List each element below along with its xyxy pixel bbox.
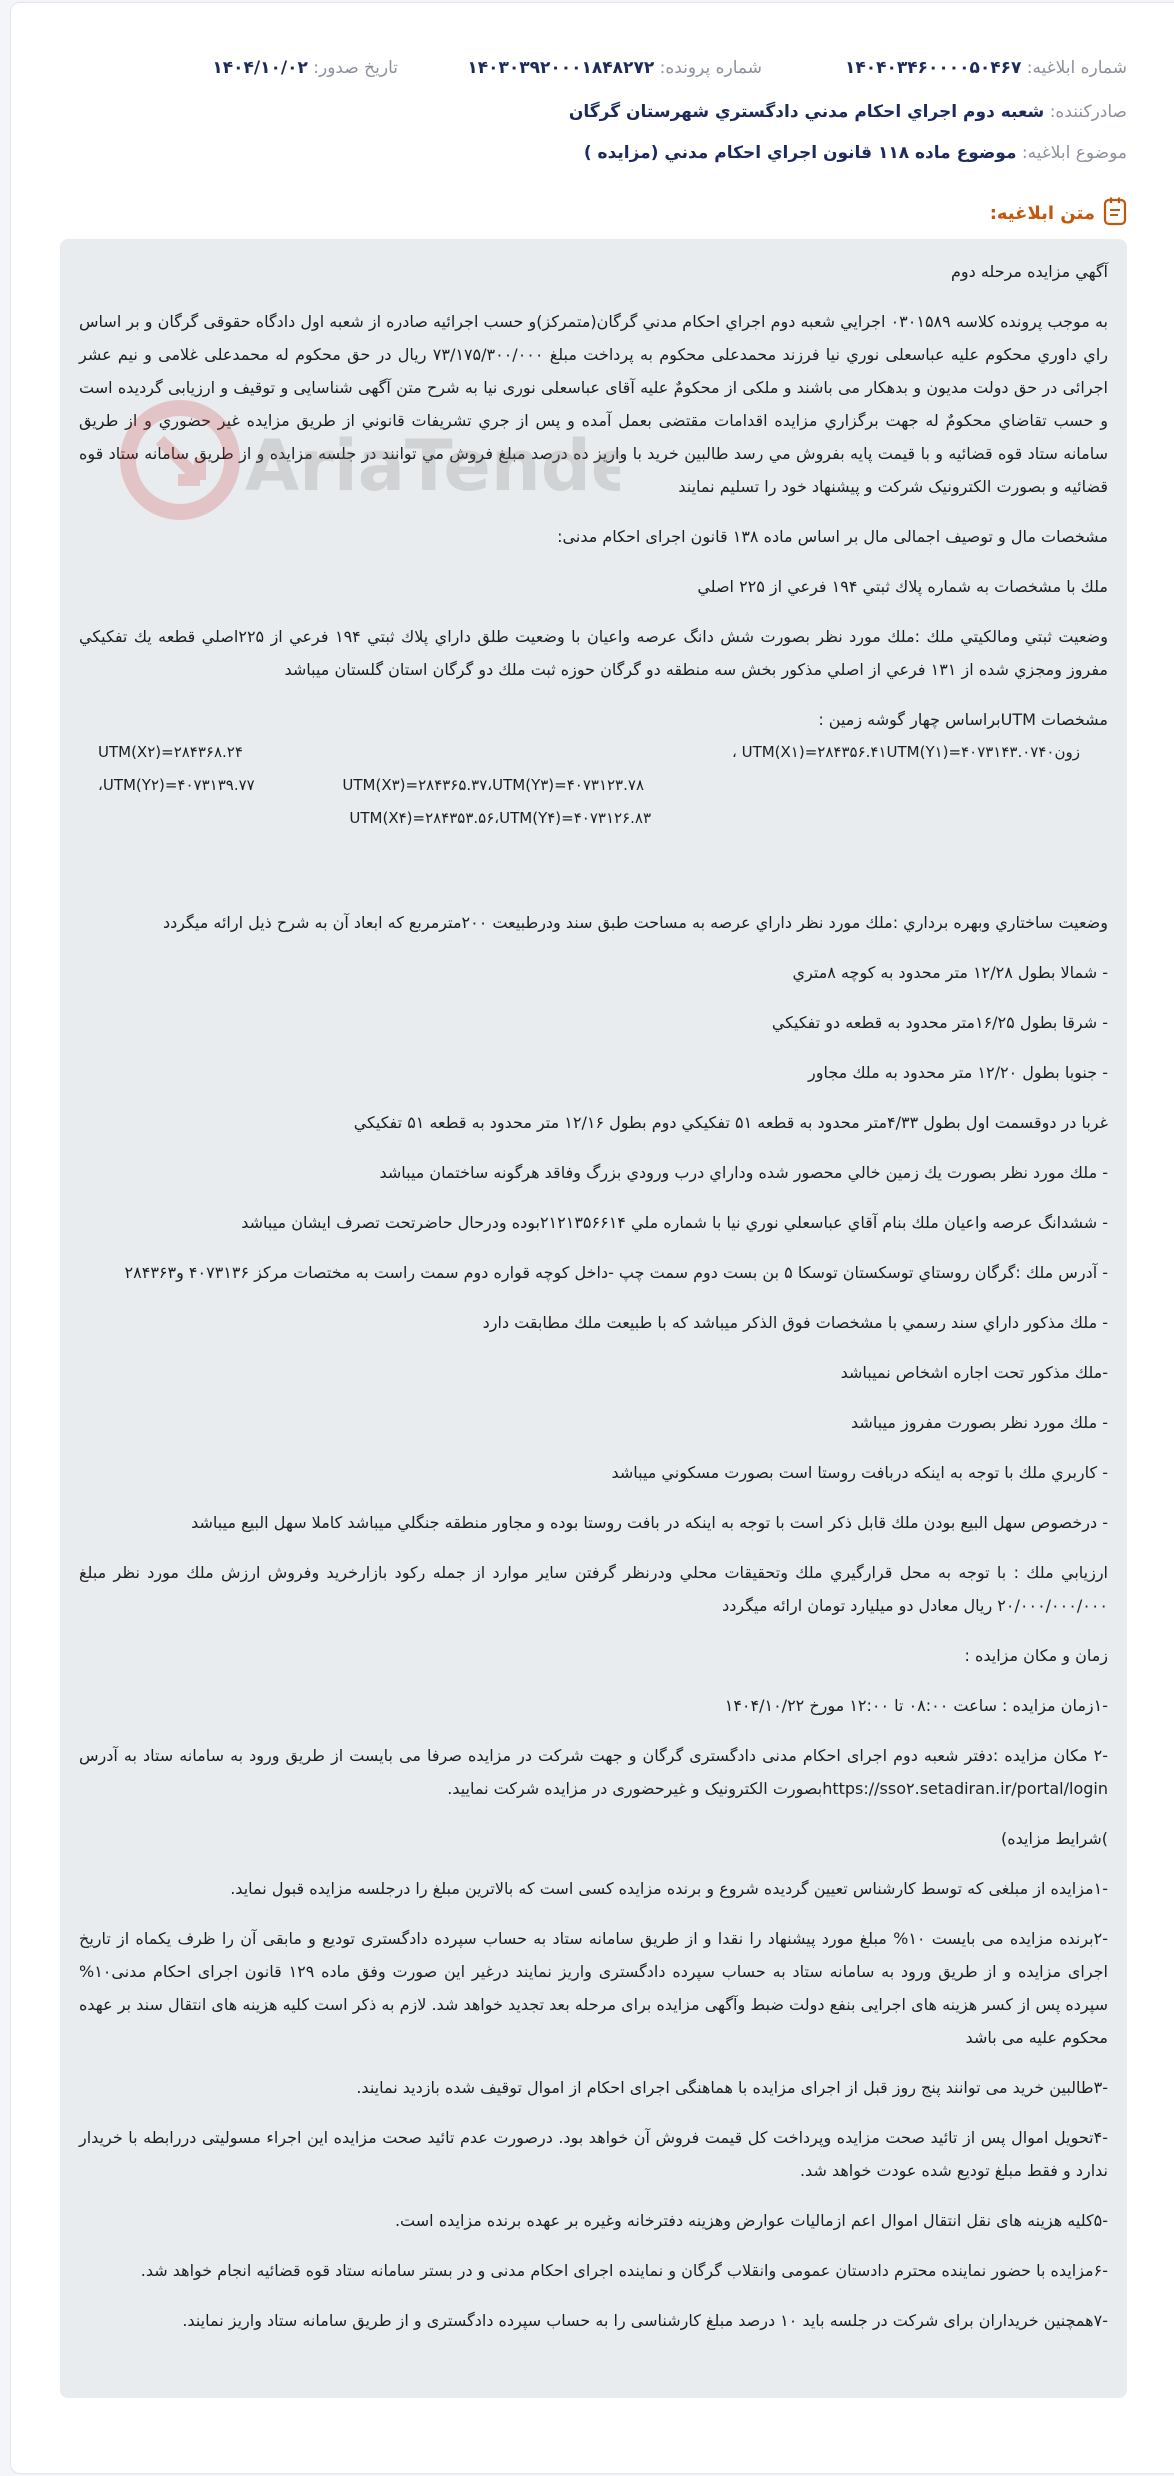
utm-line-1-right: ، UTM(X۱)=۲۸۴۳۵۶.۴۱UTM(Y۱)=۴۰۷۳۱۴۳.۰۷زون۴۰ [731,743,1080,761]
condition-3: -۳طالبين خريد می توانند پنج روز قبل از اجرای مزايده با هماهنگی اجرای احكام از اموال توقيف شده بازديد نمايند. [356,2078,1108,2097]
auction-time: -۱زمان مزايده : ساعت ۰۸:۰۰ تا ۱۲:۰۰ مورخ ۱۴۰۴/۱۰/۲۲ [724,1696,1108,1715]
boundary-north: - شمالا بطول ۱۲/۲۸ متر محدود به كوچه ۸متري [792,963,1108,982]
condition-6: -۶مزايده با حضور نماينده محترم دادستان عمومی وانقلاب گرگان و نماينده اجرای احكام مدنی و در بستر سامانه ستاد قوه قضائيه انجام خواهد شد. [140,2261,1108,2280]
subject-value: موضوع ماده ۱۱۸ قانون اجراي احكام مدني (مزايده ) [583,143,1017,163]
case-number [467,53,762,83]
notice-number [845,53,1127,83]
ownership-note: - ششدانگ عرصه واعيان ملك بنام آقاي عباسعلي نوري نيا با شماره ملي ۲۱۲۱۳۵۶۶۱۴بوده ودرحال حاضرتحت تصرف ايشان ميباشد [241,1213,1108,1232]
section-title-text: متن ابلاغیه: [989,203,1095,224]
issue-date-value: ۱۴۰۴/۱۰/۰۲ [212,58,308,78]
utm-line-3: UTM(X۴)=۲۸۴۳۵۳.۵۶،UTM(Y۴)=۴۰۷۳۱۲۶.۸۳ [349,809,651,827]
auction-place: -۲ مكان مزايده :دفتر شعبه دوم اجرای احكام مدنی دادگستری گرگان و جهت شركت در مزايده صرفا می بايست از طريق ورود به سامانه ستاد به آدرس https://sso۲.setadiran.ir/portal/loginبصورت الكترونيک و غيرحضوری در مزايده شركت نماييد. [79,1746,1108,1798]
usage-note: - كاربري ملك با توجه به اينكه دربافت روستا است بصورت مسكوني ميباشد [611,1463,1108,1482]
valuation: ارزيابي ملك : با توجه به محل قرارگيري ملك وتحقيقات محلي ودرنظر گرفتن ساير موارد از جمله ركود بازارخريد وفروش ارزش ملك مورد نظر مبلغ ۲۰/۰۰۰/۰۰۰/۰۰۰ ريال معادل دو ميليارد تومان ارائه ميگردد [79,1563,1108,1615]
notice-body [60,239,1127,2398]
notice-number-label: شماره ابلاغیه: [1026,58,1127,78]
condition-2: -۲برنده مزايده می بايست ۱۰% مبلغ مورد پيشنهاد را نقدا و از طريق سامانه ستاد به حساب سپرده دادگستری توديع و مابقی آن را ظرف يكماه از تاريخ اجرای مزايده و از طريق ورود به سامانه ستاد به حساب سپرده دادگستری واريز نمايند درغير اين صورت وفق ماده ۱۲۹ قانون اجرای احكام مدنی۱۰% سپرده پس از كسر هزينه های اجرايی بنفع دولت ضبط وآگهی مزايده برای مرحله بعد تجديد خواهد شد. لازم به ذكر است كليه هزينه های انتقال سند بر عهده محكوم عليه می باشد [79,1929,1109,2047]
boundary-west: غربا در دوقسمت اول بطول ۴/۳۳متر محدود به قطعه ۵۱ تفكيكي دوم بطول ۱۲/۱۶ متر محدود به قطعه ۵۱ تفكيكي [353,1113,1108,1132]
issue-date-label: تاریخ صدور: [313,58,398,78]
property-spec-heading: مشخصات مال و توصيف اجمالی مال بر اساس ماده ۱۳۸ قانون اجرای احكام مدنی: [557,527,1108,546]
issuer [569,97,1127,127]
svg-text:AriaTender.neT: AriaTende [245,425,620,507]
structural-status: وضعيت ساختاري وبهره برداري :ملك مورد نظر داراي عرصه به مساحت طبق سند ودرطبيعت ۲۰۰مترمربع كه ابعاد آن به شرح ذيل ارائه ميگردد [162,913,1108,932]
issuer-label: صادرکننده: [1049,102,1127,122]
condition-4: -۴تحويل اموال پس از تائيد صحت مزايده وپرداخت كل قيمت فروش آن خواهد بود. درصورت عدم تائيد صحت مزايده اين اجراء مسوليتی دررابطه با خريدار ندارد و فقط مبلغ توديع شده عودت خواهد شد. [79,2128,1108,2180]
time-place-heading: زمان و مكان مزايده : [964,1646,1108,1665]
notepad-icon [1103,196,1127,231]
condition-5: -۵كليه هزينه های نقل انتقال اموال اعم ازماليات عوارض وهزينه دفترخانه وغيره بر عهده برنده مزايده است. [394,2211,1108,2230]
utm-heading: مشخصات UTMبراساس چهار گوشه زمين : [818,710,1108,729]
utm-coordinates [79,736,1108,906]
deed-note: - ملك مذكور داراي سند رسمي با مشخصات فوق الذكر ميباشد كه با طبيعت ملك مطابقت دارد [482,1313,1108,1332]
lease-note: -ملك مذكور تحت اجاره اشخاص نميباشد [840,1363,1108,1382]
intro-paragraph: به موجب پرونده كلاسه ۰۳۰۱۵۸۹ اجرايي شعبه دوم اجراي احكام مدني گرگان(متمركز)و حسب اجرائيه صادره از شعبه اول دادگاه حقوقی گرگان و بر اساس راي داوري محكوم عليه عباسعلی نوري نيا فرزند محمدعلی محكوم به پرداخت مبلغ ۷۳/۱۷۵/۳۰۰/۰۰۰ ريال در حق محكوم له محمدعلی غلامی و نيم عشر اجرائی در حق دولت مديون و بدهكار می باشند و ملكی از محكومٌ عليه آقای عباسعلی نوری نيا به شرح متن آگهی شناسايی و توقيف و ارزيابی گرديده است و حسب تقاضاي محكومٌ له جهت برگزاري مزايده اقدامات مقتضی بعمل آمده و پس از جري تشريفات قانوني از طريق مزايده غير حضوري و از طريق سامانه ستاد قوه قضائيه و با قيمت پايه بفروش مي رسد طالبين خريد با واريز ده درصد مبلغ فروش مي توانند در جلسه مزايده و از طريق سامانه ستاد قوه قضائيه و بصورت الكترونيک شركت و پيشنهاد خود را تسليم نمايند [79,312,1108,496]
issue-date [212,53,398,83]
utm-line-2-right: UTM(X۳)=۲۸۴۳۶۵.۳۷،UTM(Y۳)=۴۰۷۳۱۲۳.۷۸ [342,776,644,794]
subject-label: موضوع ابلاغیه: [1021,143,1127,163]
plate-info: ملك با مشخصات به شماره پلاك ثبتي ۱۹۴ فرعي از ۲۲۵ اصلي [697,577,1108,596]
condition-7: -۷همچنين خريداران برای شركت در جلسه بايد ۱۰ درصد مبلغ كارشناسی را به حساب سپرده دادگستری و از طريق سامانه ستاد واريز نمايند. [182,2311,1108,2330]
property-note: - ملك مورد نظر بصورت يك زمين خالي محصور شده وداراي درب ورودي بزرگ وفاقد هرگونه ساختمان ميباشد [379,1163,1108,1182]
case-number-value: ۱۴۰۳۰۳۹۲۰۰۰۱۸۴۸۲۷۲ [467,58,655,78]
utm-line-2-left: ،UTM(Y۲)=۴۰۷۳۱۳۹.۷۷ [98,776,255,794]
issuer-value: شعبه دوم اجراي احكام مدني دادگستري شهرستان گرگان [568,102,1045,122]
boundary-east: - شرقا بطول ۱۶/۲۵متر محدود به قطعه دو تفكيكي [771,1013,1108,1032]
section-title [990,196,1127,231]
saleability-note: - درخصوص سهل البيع بودن ملك قابل ذكر است با توجه به اينكه در بافت روستا بوده و مجاور منطقه جنگلي ميباشد كاملا سهل البيع ميباشد [191,1513,1108,1532]
condition-1: -۱مزايده از مبلغی كه توسط كارشناس تعيين گرديده شروع و برنده مزايده كسی است كه بالاترين مبلغ را درجلسه مزايده قبول نمايد. [230,1879,1108,1898]
address-note: - آدرس ملك :گرگان روستاي توسكستان توسكا ۵ بن بست دوم سمت چپ -داخل كوچه قواره دوم سمت راست به مختصات مركز ۴۰۷۳۱۳۶ و۲۸۴۳۶۳ [124,1263,1108,1282]
subject [584,138,1127,168]
registration-status: وضعيت ثبتي ومالكيتي ملك :ملك مورد نظر بصورت شش دانگ عرصه واعيان با وضعيت طلق داراي پلاك ثبتي ۱۹۴ فرعي از ۲۲۵اصلي قطعه يك تفكيكي مفروز ومجزي شده از ۱۳۱ فرعي از اصلي مذكور بخش سه منطقه دو گرگان حوزه ثبت ملك دو گرگان استان گلستان ميباشد [79,627,1108,679]
utm-line-1-left: UTM(X۲)=۲۸۴۳۶۸.۲۴ [98,743,243,761]
heading: آگهي مزايده مرحله دوم [950,262,1108,281]
case-number-label: شماره پرونده: [659,58,762,78]
separated-note: - ملك مورد نظر بصورت مفروز ميباشد [851,1413,1108,1432]
conditions-heading: )شرايط مزايده) [1001,1829,1108,1848]
notice-number-value: ۱۴۰۴۰۳۴۶۰۰۰۰۵۰۴۶۷ [844,58,1022,78]
boundary-south: - جنوبا بطول ۱۲/۲۰ متر محدود به ملك مجاور [808,1063,1108,1082]
